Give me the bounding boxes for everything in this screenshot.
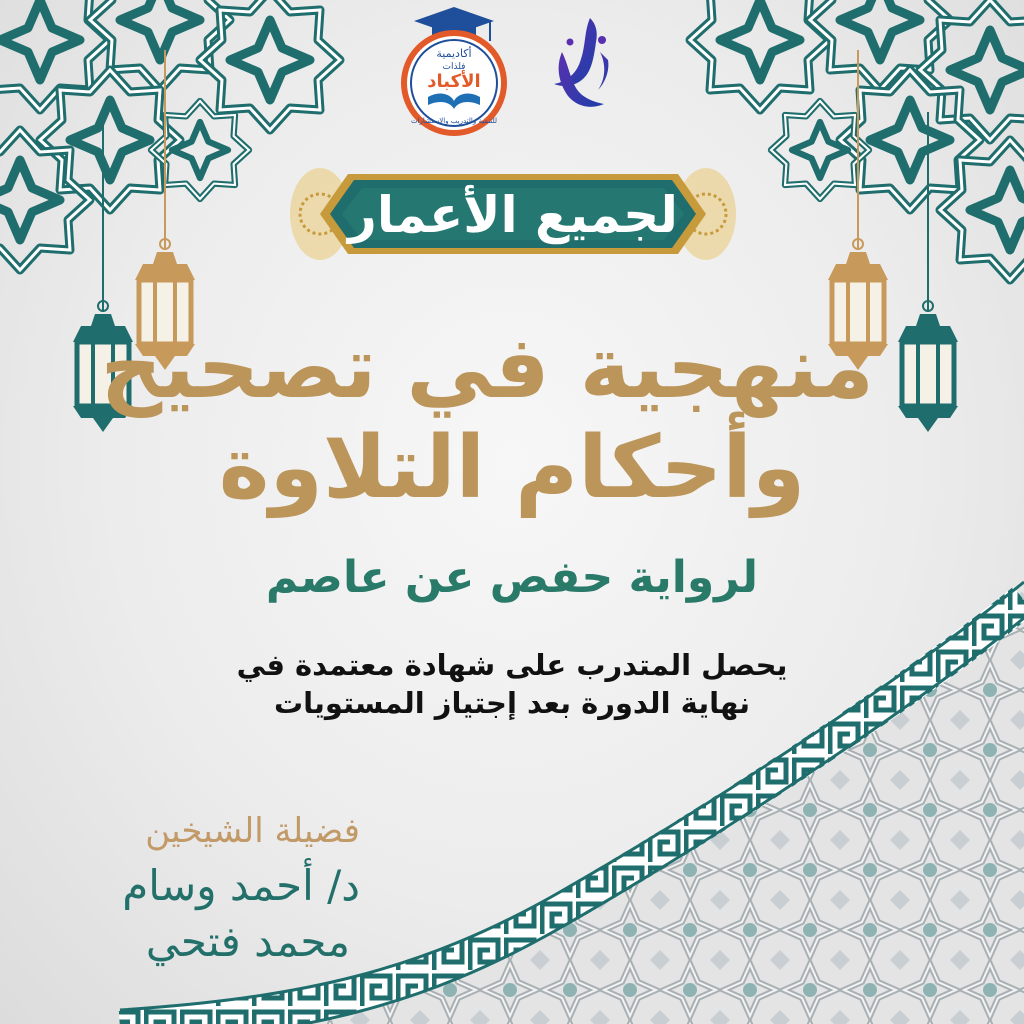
description-line-2: نهاية الدورة بعد إجتياز المستويات (273, 686, 751, 720)
title-banner (290, 160, 736, 268)
logo-tagline: للتنمية والتدريب والاستشارات (410, 117, 498, 125)
description-line-1: يحصل المتدرب على شهادة معتمدة في (236, 648, 788, 682)
headline-line-1: منهجية في تصحيح (100, 318, 874, 418)
teacher-name-1: د/ أحمد وسام (122, 861, 360, 910)
corner-pattern-top-left (0, 0, 340, 270)
teacher-name-2: محمد فتحي (145, 917, 350, 966)
calligraphy-logo-icon (540, 12, 620, 122)
headline-line-2: وأحكام التلاوة (218, 418, 806, 518)
logo-top-text: أكاديمية (436, 47, 472, 60)
logo-brand-main: الأكباد (427, 71, 481, 92)
lantern-icon (898, 112, 958, 432)
logo-brand-small: فلذات (442, 62, 466, 72)
banner-title: لجميع الأعمار (348, 186, 678, 244)
teachers-label: فضيلة الشيخين (145, 811, 360, 851)
subtitle: لرواية حفص عن عاصم (265, 552, 759, 603)
academy-logo (398, 5, 510, 137)
